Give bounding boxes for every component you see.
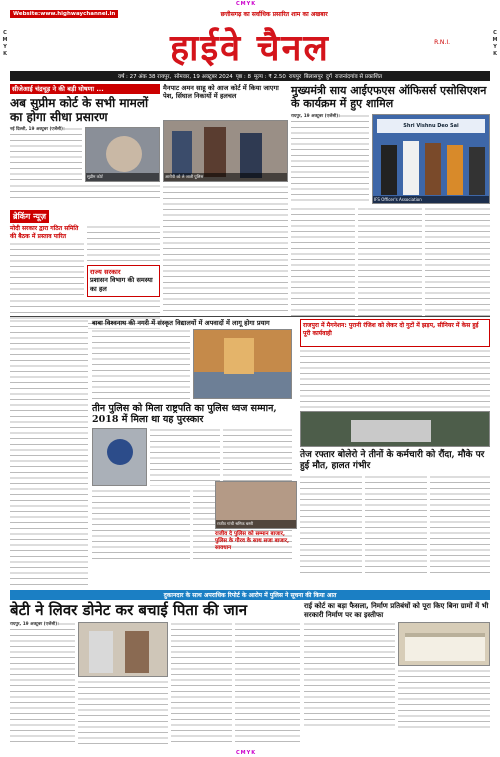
story-rajiv — [215, 481, 297, 551]
issue-volume: वर्ष : 27 अंक 38 रायपुर, — [118, 74, 172, 80]
registration-marks-right: C M Y K — [492, 30, 498, 57]
story-photo: सुप्रीम कोर्ट — [85, 127, 160, 182]
masthead-title: हाईवे चैनल — [170, 26, 330, 69]
issue-city-2: बिलासपुर — [304, 74, 323, 80]
story-photo: Shri Vishnu Deo Sai IFS Officer's Association — [372, 114, 490, 204]
side-box: राज्य सरकार प्रशासन विभाग की समस्या का हल — [87, 265, 160, 297]
issue-info-bar — [10, 71, 490, 81]
story-photo — [78, 622, 168, 677]
issue-date: सोमवार, 19 अक्टूबर 2024 — [174, 74, 233, 80]
story-cm-ifs — [291, 84, 490, 314]
story-body: नई दिल्ली, 19 अक्टूबर (एजेंसी)। — [10, 127, 82, 182]
court-photo — [398, 622, 490, 666]
issue-price: मूल्य : ₹ 2.50 — [254, 74, 286, 80]
row-middle-stories — [10, 316, 490, 588]
masthead-reg: R.N.I. — [434, 39, 450, 46]
story-kicker: सीजेआई चंद्रचूड़ ने की बड़ी घोषणा ... — [12, 85, 104, 93]
issue-city-1: रायपुर — [288, 74, 302, 80]
accident-photo — [300, 411, 490, 447]
issue-city-4: राजनांदगांव से प्रकाशित — [334, 74, 382, 80]
top-line — [10, 7, 490, 21]
story-headline[interactable]: राजीव दे पुलिस को सम्मान बाजार, पुलिस के गौरव के साथ सजा बाजार, सावधान — [215, 531, 290, 551]
right-kicker-box — [300, 319, 490, 347]
story-high-court — [304, 602, 490, 730]
story-photo: राजीव गांधी श्रमिक बस्ती — [215, 481, 297, 529]
story-photo: आरोपी को ले जाती पुलिस — [163, 120, 288, 182]
right-kicker[interactable]: राजपुरा में मैगनेशन: पुरानी रंजिश को लेकर दो गुटों में झड़प, सीनियर में केस हुई पूरी कार्यवाही — [303, 322, 479, 337]
row-top-stories — [10, 84, 490, 314]
police-photo — [92, 428, 147, 486]
cmyk-mark-bottom: CMYK — [236, 750, 257, 756]
story-liver-donate: बेटी ने लिवर डोनेट कर बचाई पिता की जान रायपुर, 19 अक्टूबर (एजेंसी)। — [10, 602, 300, 745]
bottom-kicker-strip: दुकानदार के साथ अपराधिक रिपोर्ट के आरोप में पुलिस ने सूचना की किया आत — [10, 590, 490, 600]
side-headline[interactable]: प्रशासन विभाग की समस्या का हल — [90, 276, 153, 293]
accident-headline[interactable]: तेज रफ्तार बोलेरो ने तीनों के कर्मचारी को रौंदा, मौके पर हुई मौत, हालत गंभीर — [300, 450, 485, 471]
breaking-headline[interactable]: मोदी सरकार द्वारा गठित समिति की बैठक में प्रस्ताव पारित — [10, 225, 79, 240]
story-body — [163, 185, 288, 314]
website-badge[interactable]: Website:www.highwaychannel.in — [10, 10, 118, 18]
story-headline[interactable]: बाबा विश्वनाथ की नगरी में संस्कृत विद्यालयों में अपवादों में लागू होगा प्रयाग — [92, 319, 270, 327]
story-court-hearing — [163, 84, 288, 314]
breaking-news-label: ब्रेकिंग न्यूज़ — [10, 210, 49, 223]
story-headline[interactable]: बेटी ने लिवर डोनेट कर बचाई पिता की जान — [10, 601, 248, 619]
registration-marks-left: C M Y K — [2, 30, 8, 57]
tagline: छत्तीसगढ़ का सर्वाधिक प्रसारित शाम का अखबार — [220, 11, 328, 18]
newspaper-page — [10, 7, 490, 752]
story-headline[interactable]: मुख्यमंत्री साय आईएफएस ऑफिसर्स एसोसिएशन के कार्यक्रम में हुए शामिल — [291, 84, 487, 110]
issue-pages: पृष्ठ : 8 — [235, 74, 251, 80]
masthead — [10, 21, 490, 71]
mid-headline[interactable]: तीन पुलिस को मिला राष्ट्रपति का पुलिस ध्वज सम्मान, 2018 में मिला था यह पुरस्कार — [92, 403, 277, 425]
story-body: रायपुर, 19 अक्टूबर (एजेंसी)। — [291, 114, 369, 204]
cmyk-mark-top: CMYK — [236, 1, 257, 7]
story-headline[interactable]: मैनपाट अमन साहू को आज कोर्ट में किया जाएगा पेश, सिंघाल निकायों में हलचल — [163, 84, 279, 100]
story-headline[interactable]: राई कोर्ट का बड़ा फैसला, निर्माण प्रतिबंधों को पूरा किए बिना ग्रामों में भी सरकारी निर्माण पर का इस्तीफा — [304, 602, 489, 619]
row-bottom-stories — [10, 590, 490, 750]
issue-city-3: दुर्ग — [325, 74, 332, 80]
story-headline[interactable]: अब सुप्रीम कोर्ट के सभी मामलों का होगा सीधा प्रसारण — [10, 96, 149, 124]
story-photo — [193, 329, 292, 399]
story-supreme-court — [10, 84, 160, 314]
